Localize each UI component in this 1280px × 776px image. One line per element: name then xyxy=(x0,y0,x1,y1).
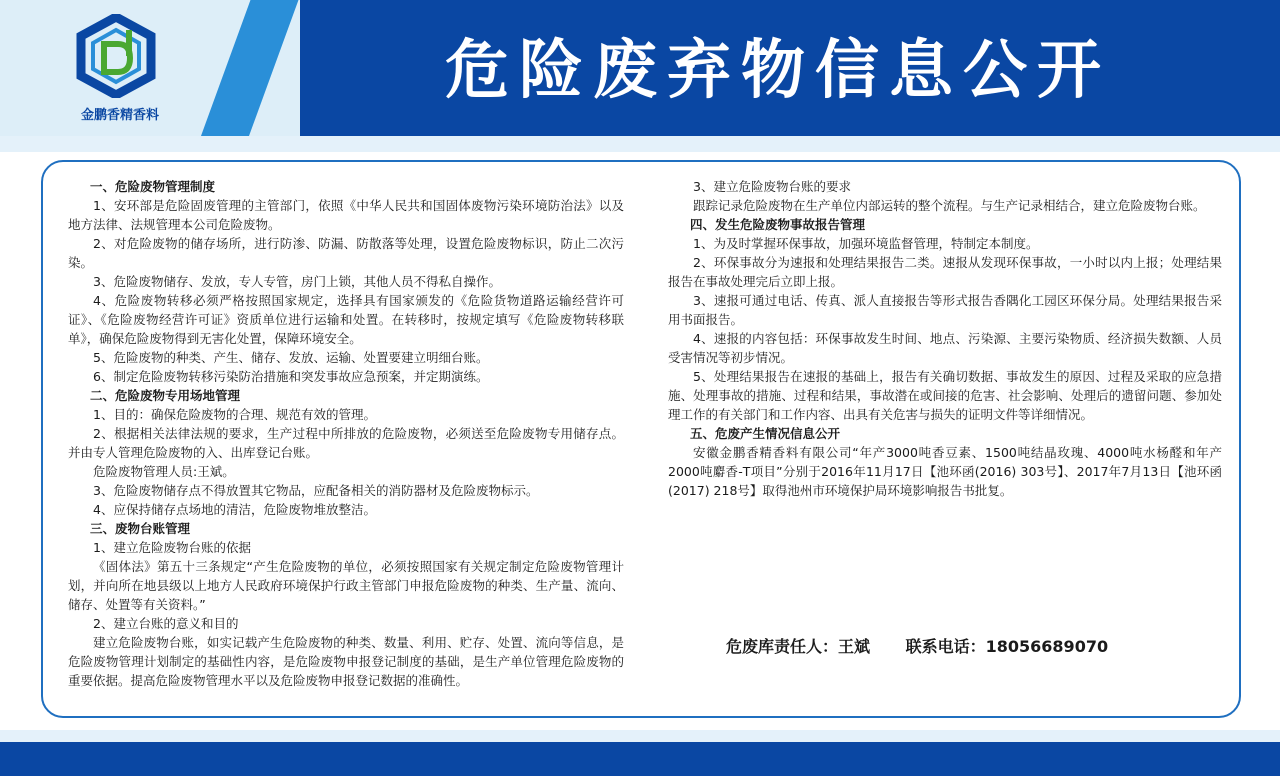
logo-text: 金鹏香精香料 xyxy=(80,108,159,123)
bottom-stripe xyxy=(0,730,1280,742)
responsible-person xyxy=(726,637,870,656)
paragraph: 危险废物管理人员:王斌。 xyxy=(93,464,235,479)
section-heading: 三、废物台账管理 xyxy=(90,521,191,536)
paragraph: 《固体法》第五十三条规定“产生危险废物的单位，必须按照国家有关规定制定危险废物管理计划，并向所在地县级以上地方人民政府环境保护行政主管部门申报危险废物的种类、生产量、流向、储存、处置等有关资料。” xyxy=(68,559,624,612)
footer-bar xyxy=(0,742,1280,776)
paragraph: 2、建立台账的意义和目的 xyxy=(93,616,239,631)
paragraph: 1、目的：确保危险废物的合理、规范有效的管理。 xyxy=(93,407,376,422)
paragraph: 2、环保事故分为速报和处理结果报告二类。速报从发现环保事故，一小时以内上报；处理结果报告在事故处理完后立即上报。 xyxy=(668,255,1222,289)
paragraph: 3、建立危险废物台账的要求 xyxy=(693,179,851,194)
paragraph: 3、速报可通过电话、传真、派人直接报告等形式报告香隅化工园区环保分局。处理结果报告采用书面报告。 xyxy=(668,293,1222,327)
paragraph: 3、危险废物储存点不得放置其它物品，应配备相关的消防器材及危险废物标示。 xyxy=(93,483,539,498)
section-heading: 四、发生危险废物事故报告管理 xyxy=(690,217,866,232)
responsible-name: 王斌 xyxy=(838,637,871,656)
hexagon-d-logo-icon xyxy=(74,14,158,98)
paragraph: 1、建立危险废物台账的依据 xyxy=(93,540,251,555)
paragraph: 2、根据相关法律法规的要求，生产过程中所排放的危险废物，必须送至危险废物专用储存点。并由专人管理危险废物的入、出库登记台账。 xyxy=(68,426,624,460)
paragraph: 跟踪记录危险废物在生产单位内部运转的整个流程。与生产记录相结合，建立危险废物台账。 xyxy=(693,198,1206,213)
header-banner xyxy=(0,0,1280,136)
phone-label: 联系电话： xyxy=(905,637,986,656)
phone-number: 18056689070 xyxy=(985,637,1109,656)
paragraph: 建立危险废物台账，如实记载产生危险废物的种类、数量、利用、贮存、处置、流向等信息，是危险废物管理计划制定的基础性内容，是危险废物申报登记制度的基础，是生产单位管理危险废物的重要依据。提高危险废物管理水平以及危险废物申报登记数据的准确性。 xyxy=(68,635,624,688)
section-heading: 二、危险废物专用场地管理 xyxy=(90,388,241,403)
section-heading: 五、危废产生情况信息公开 xyxy=(690,426,841,441)
responsible-label: 危废库责任人： xyxy=(726,637,839,656)
contact-line xyxy=(726,634,1108,657)
paragraph: 5、危险废物的种类、产生、储存、发放、运输、处置要建立明细台账。 xyxy=(93,350,489,365)
paragraph: 6、制定危险废物转移污染防治措施和突发事故应急预案，并定期演练。 xyxy=(93,369,489,384)
section-heading: 一、危险废物管理制度 xyxy=(90,179,216,194)
paragraph: 5、处理结果报告在速报的基础上，报告有关确切数据、事故发生的原因、过程及采取的应急措施、处理事故的措施、过程和结果，事故潜在或间接的危害、社会影响、处理后的遗留问题、参加处理工作的有关部门和工作内容、出具有关危害与损失的证明文件等详细情况。 xyxy=(668,369,1222,422)
top-stripe xyxy=(0,136,1280,152)
left-column xyxy=(68,177,624,690)
page-title: 危险废弃物信息公开 xyxy=(445,34,1111,108)
paragraph: 1、安环部是危险固废管理的主管部门，依照《中华人民共和国固体废物污染环境防治法》以及地方法律、法规管理本公司危险废物。 xyxy=(68,198,624,232)
paragraph: 4、速报的内容包括：环保事故发生时间、地点、污染源、主要污染物质、经济损失数额、人员受害情况等初步情况。 xyxy=(668,331,1222,365)
paragraph: 4、应保持储存点场地的清洁，危险废物堆放整洁。 xyxy=(93,502,376,517)
paragraph: 1、为及时掌握环保事故，加强环境监督管理，特制定本制度。 xyxy=(693,236,1039,251)
paragraph: 2、对危险废物的储存场所，进行防渗、防漏、防散落等处理，设置危险废物标识，防止二次污染。 xyxy=(68,236,624,270)
paragraph: 4、危险废物转移必须严格按照国家规定，选择具有国家颁发的《危险货物道路运输经营许可证》、《危险废物经营许可证》资质单位进行运输和处置。在转移时，按规定填写《危险废物转移联单》，确保危险废物得到无害化处置，保障环境安全。 xyxy=(68,293,624,346)
paragraph: 安徽金鹏香精香料有限公司“年产3000吨香豆素、1500吨结晶玫瑰、4000吨水杨醛和年产2000吨麝香-T项目”分别于2016年11月17日【池环函(2016) 303号】、2017年7月13日【池环函(2017) 218号】取得池州市环境保护局环境影响报告书批复。 xyxy=(668,445,1222,498)
right-column xyxy=(668,177,1222,500)
paragraph: 3、危险废物储存、发放，专人专管，房门上锁，其他人员不得私自操作。 xyxy=(93,274,501,289)
